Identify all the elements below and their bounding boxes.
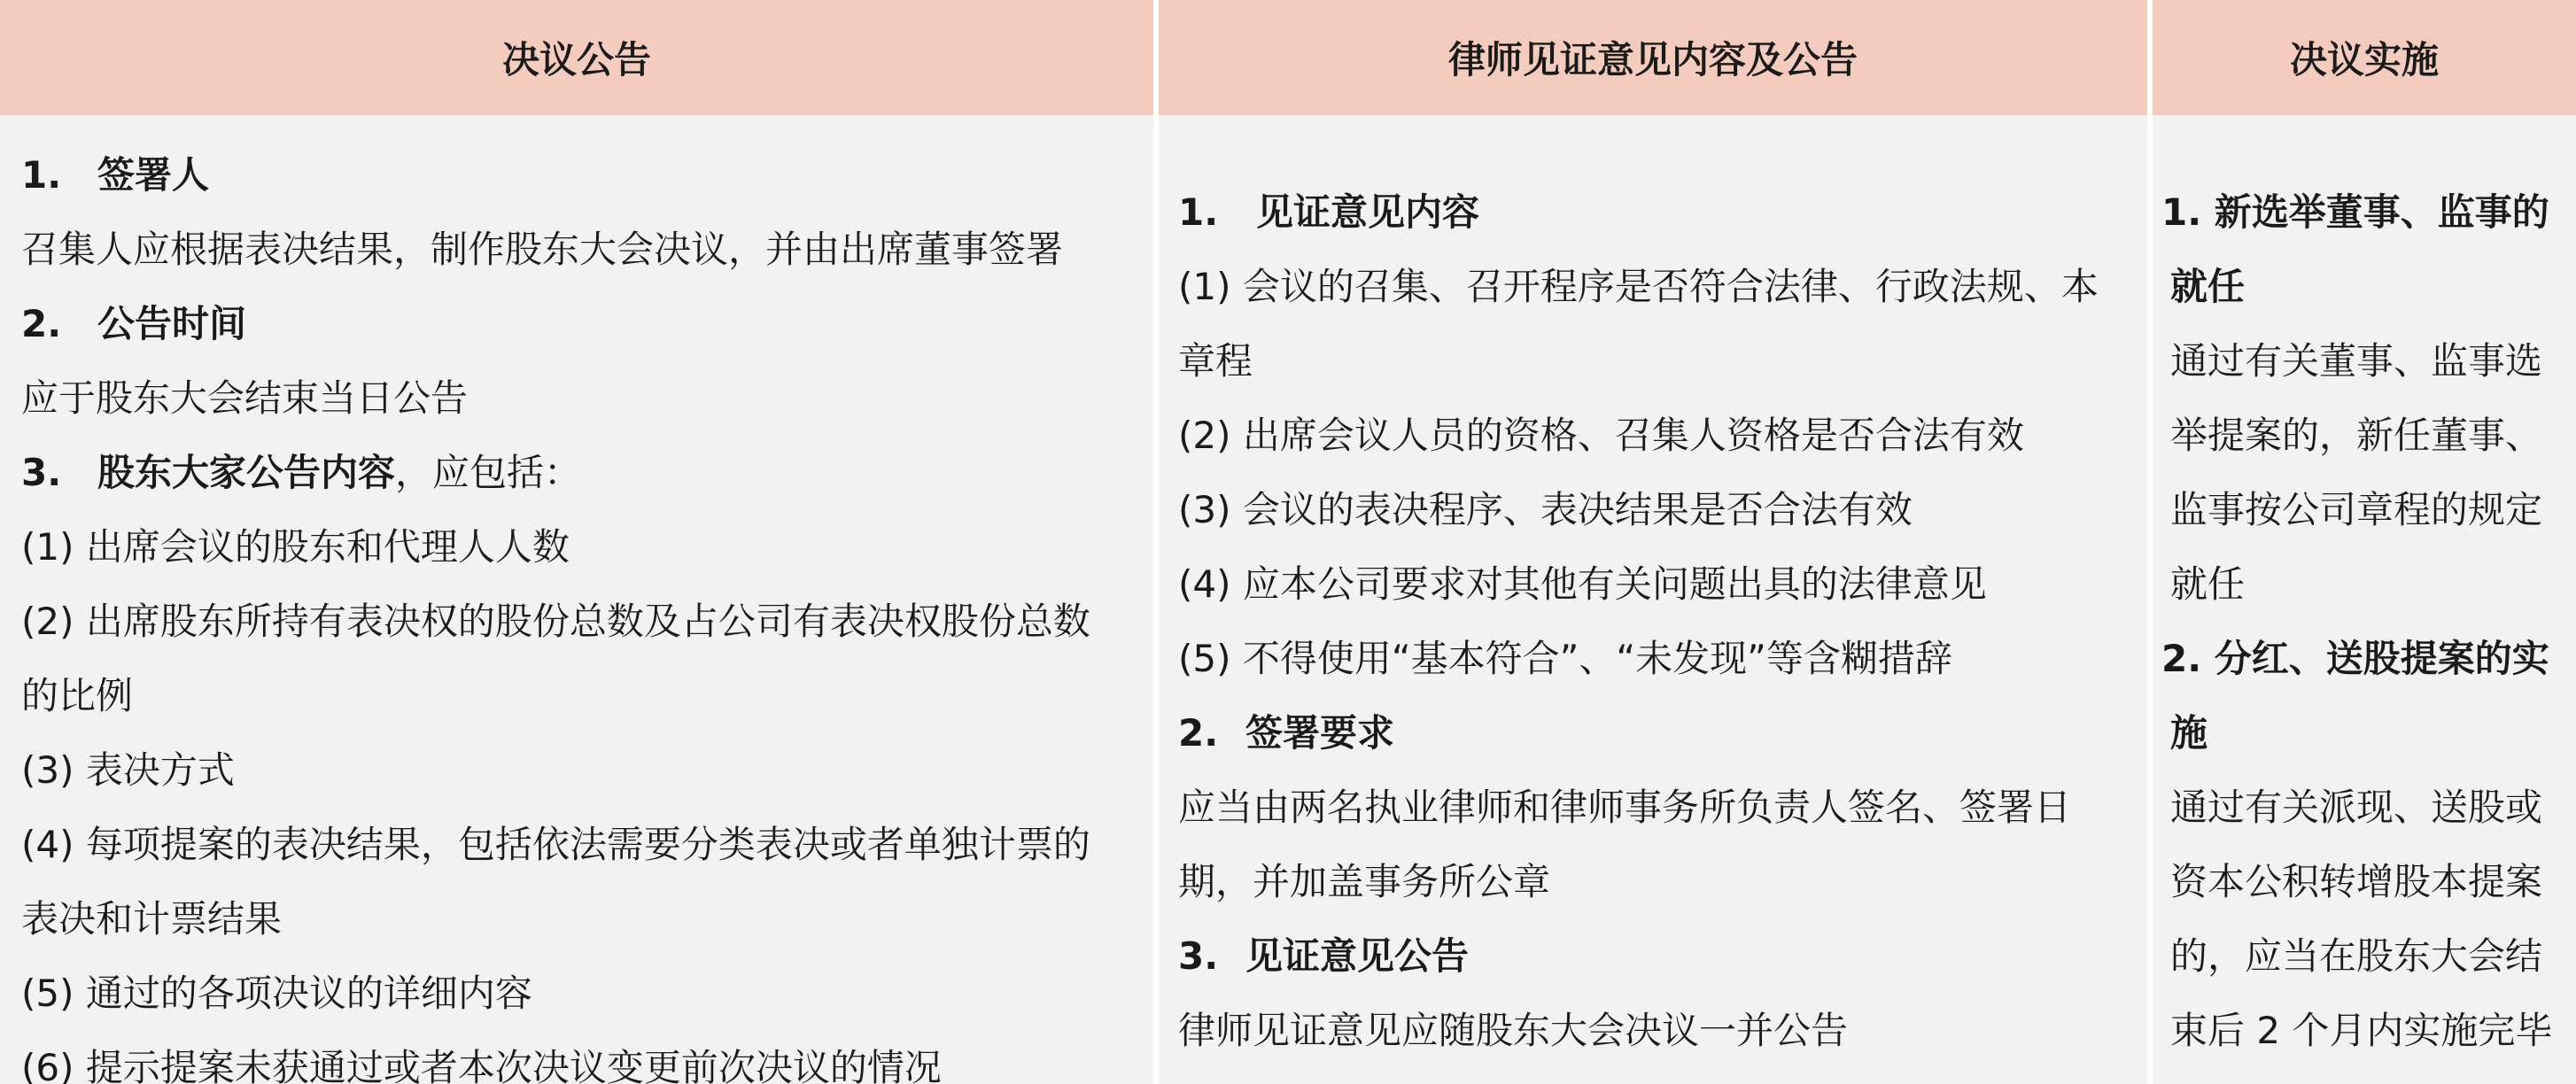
dividend-text: 的，应当在股东大会结	[2170, 934, 2543, 978]
header-resolution-implementation: 决议实施	[2147, 0, 2576, 115]
header-lawyer-opinion: 律师见证意见内容及公告	[1153, 0, 2147, 115]
list-item: (3) 会议的表决程序、表决结果是否合法有效	[1178, 488, 1913, 531]
column-resolution-announcement	[0, 115, 1153, 1084]
column-resolution-implementation	[2147, 115, 2576, 1084]
announcement-time-text: 应于股东大会结束当日公告	[21, 376, 469, 420]
new-directors-text: 举提案的，新任董事、	[2170, 414, 2543, 457]
signatory-text: 召集人应根据表决结果，制作股东大会决议，并由出席董事签署	[21, 228, 1064, 271]
section-dividend-title: 施	[2170, 711, 2208, 755]
list-item: (4) 应本公司要求对其他有关问题出具的法律意见	[1178, 562, 1987, 606]
list-item: (2) 出席股东所持有表决权的股份总数及占公司有表决权股份总数	[21, 600, 1090, 643]
dividend-text: 束后 2 个月内实施完毕	[2170, 1009, 2553, 1052]
section-announcement-content: 3. 股东大家公告内容，应包括：	[21, 451, 582, 494]
dividend-text: 通过有关派现、送股或	[2170, 786, 2543, 829]
section-signatory: 1. 签署人	[21, 153, 210, 197]
section-announcement-time: 2. 公告时间	[21, 302, 247, 345]
section-opinion-announcement: 3. 见证意见公告	[1178, 934, 1470, 978]
section-dividend-title: 2. 分红、送股提案的实	[2161, 637, 2549, 680]
list-item: (5) 通过的各项决议的详细内容	[21, 972, 532, 1015]
new-directors-text: 就任	[2170, 562, 2246, 606]
list-item: 章程	[1178, 339, 1253, 383]
column-lawyer-opinion	[1153, 115, 2147, 1084]
section-new-directors-title: 就任	[2170, 265, 2246, 308]
list-item: (3) 表决方式	[21, 748, 235, 792]
section-opinion-content: 1. 见证意见内容	[1178, 190, 1480, 234]
opinion-announcement-text: 律师见证意见应随股东大会决议一并公告	[1178, 1009, 1849, 1052]
new-directors-text: 监事按公司章程的规定	[2170, 488, 2543, 531]
list-item: 的比例	[21, 674, 134, 717]
list-item: (5) 不得使用“基本符合”、“未发现”等含糊措辞	[1178, 637, 1952, 680]
signing-requirements-text: 应当由两名执业律师和律师事务所负责人签名、签署日	[1178, 786, 2072, 829]
list-item: (6) 提示提案未获通过或者本次决议变更前次决议的情况	[21, 1046, 942, 1084]
list-item: (1) 出席会议的股东和代理人人数	[21, 525, 570, 569]
dividend-text: 资本公积转增股本提案	[2170, 860, 2543, 903]
section-signing-requirements: 2. 签署要求	[1178, 711, 1395, 755]
list-item: (1) 会议的召集、召开程序是否符合法律、行政法规、本	[1178, 265, 2099, 308]
section-new-directors-title: 1. 新选举董事、监事的	[2161, 190, 2549, 234]
header-resolution-announcement: 决议公告	[0, 0, 1153, 115]
list-item: (4) 每项提案的表决结果，包括依法需要分类表决或者单独计票的	[21, 823, 1090, 866]
signing-requirements-text: 期，并加盖事务所公章	[1178, 860, 1551, 903]
list-item: (2) 出席会议人员的资格、召集人资格是否合法有效	[1178, 414, 2024, 457]
new-directors-text: 通过有关董事、监事选	[2170, 339, 2543, 383]
list-item: 表决和计票结果	[21, 897, 283, 941]
